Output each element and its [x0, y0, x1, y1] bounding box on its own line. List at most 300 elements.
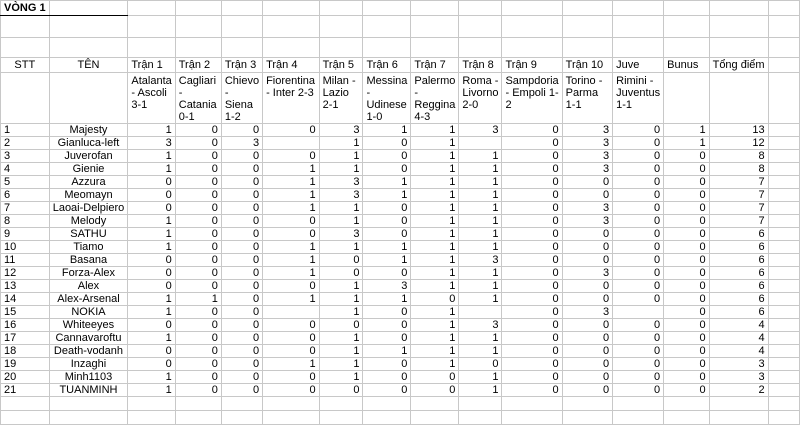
table-cell[interactable]: 0	[613, 345, 664, 358]
table-cell[interactable]: 0	[263, 384, 320, 397]
table-cell[interactable]: 1	[459, 293, 502, 306]
match-cell-14[interactable]	[664, 73, 709, 124]
table-cell[interactable]: 0	[562, 176, 612, 189]
player-name-cell[interactable]: TUANMINH	[49, 384, 128, 397]
cell[interactable]	[709, 411, 768, 425]
table-cell[interactable]: 1	[459, 176, 502, 189]
table-cell[interactable]: 0	[502, 202, 562, 215]
cell[interactable]	[175, 411, 221, 425]
table-cell[interactable]: 3	[319, 189, 363, 202]
cell[interactable]	[768, 345, 799, 358]
table-cell[interactable]: 3	[319, 124, 363, 137]
table-cell[interactable]: 16	[1, 319, 50, 332]
table-cell[interactable]: 1	[411, 202, 459, 215]
table-cell[interactable]: 0	[613, 267, 664, 280]
table-cell[interactable]: 0	[128, 267, 175, 280]
match-cell-12[interactable]: Torino - Parma 1-1	[562, 73, 612, 124]
cell[interactable]	[768, 254, 799, 267]
table-cell[interactable]: 0	[363, 202, 411, 215]
table-cell[interactable]: 7	[709, 202, 768, 215]
table-cell[interactable]: 0	[221, 267, 262, 280]
table-cell[interactable]: 0	[613, 319, 664, 332]
table-cell[interactable]: 6	[709, 254, 768, 267]
table-cell[interactable]: 1	[319, 332, 363, 345]
table-cell[interactable]: 3	[562, 124, 612, 137]
table-cell[interactable]: 0	[664, 345, 709, 358]
cell[interactable]	[263, 16, 320, 38]
cell[interactable]	[175, 16, 221, 38]
table-cell[interactable]: 7	[709, 189, 768, 202]
table-cell[interactable]: 0	[502, 189, 562, 202]
table-cell[interactable]: 0	[363, 267, 411, 280]
table-cell[interactable]: 1	[411, 137, 459, 150]
cell[interactable]	[613, 16, 664, 38]
table-cell[interactable]: 0	[562, 254, 612, 267]
table-cell[interactable]: 6	[709, 228, 768, 241]
cell[interactable]	[363, 411, 411, 425]
match-cell-6[interactable]: Fiorentina - Inter 2-3	[263, 73, 320, 124]
table-cell[interactable]: 0	[221, 345, 262, 358]
cell[interactable]	[768, 38, 799, 58]
table-cell[interactable]: 0	[128, 319, 175, 332]
table-cell[interactable]: 1	[411, 189, 459, 202]
cell[interactable]	[363, 1, 411, 16]
table-cell[interactable]: 5	[1, 176, 50, 189]
table-cell[interactable]: 0	[175, 371, 221, 384]
table-cell[interactable]: 3	[1, 150, 50, 163]
cell[interactable]	[502, 38, 562, 58]
table-cell[interactable]	[263, 137, 320, 150]
table-cell[interactable]: 3	[709, 358, 768, 371]
table-cell[interactable]: 0	[221, 384, 262, 397]
cell[interactable]	[411, 38, 459, 58]
table-cell[interactable]: 1	[363, 293, 411, 306]
table-cell[interactable]: 1	[263, 358, 320, 371]
table-cell[interactable]: 0	[363, 358, 411, 371]
cell[interactable]	[319, 397, 363, 411]
cell[interactable]	[459, 38, 502, 58]
table-cell[interactable]: 0	[319, 267, 363, 280]
column-header-15[interactable]: Tổng điểm	[709, 58, 768, 73]
table-cell[interactable]: 1	[363, 345, 411, 358]
match-cell-1[interactable]	[1, 73, 50, 124]
cell[interactable]	[1, 16, 50, 38]
column-header-11[interactable]: Trận 9	[502, 58, 562, 73]
table-cell[interactable]: 12	[709, 137, 768, 150]
table-cell[interactable]: 0	[363, 371, 411, 384]
table-cell[interactable]: 0	[221, 163, 262, 176]
table-cell[interactable]: 0	[613, 176, 664, 189]
table-cell[interactable]: 0	[502, 176, 562, 189]
table-cell[interactable]: 0	[502, 163, 562, 176]
table-cell[interactable]: 21	[1, 384, 50, 397]
table-cell[interactable]: 9	[1, 228, 50, 241]
table-cell[interactable]: 0	[613, 241, 664, 254]
table-cell[interactable]: 1	[319, 150, 363, 163]
cell[interactable]	[175, 397, 221, 411]
table-cell[interactable]: 0	[175, 345, 221, 358]
table-cell[interactable]: 7	[709, 215, 768, 228]
table-cell[interactable]: 3	[562, 137, 612, 150]
column-header-9[interactable]: Trận 7	[411, 58, 459, 73]
cell[interactable]	[319, 16, 363, 38]
cell[interactable]	[768, 215, 799, 228]
cell[interactable]	[768, 58, 799, 73]
cell[interactable]	[768, 228, 799, 241]
cell[interactable]	[664, 16, 709, 38]
table-cell[interactable]: 0	[502, 215, 562, 228]
table-cell[interactable]: 1	[263, 189, 320, 202]
column-header-12[interactable]: Trận 10	[562, 58, 612, 73]
player-name-cell[interactable]: Laoai-Delpiero	[49, 202, 128, 215]
table-cell[interactable]: 0	[664, 267, 709, 280]
table-cell[interactable]: 0	[263, 124, 320, 137]
table-cell[interactable]: 0	[502, 384, 562, 397]
table-cell[interactable]: 2	[1, 137, 50, 150]
cell[interactable]	[128, 38, 175, 58]
table-cell[interactable]: 0	[263, 150, 320, 163]
table-cell[interactable]: 0	[221, 332, 262, 345]
table-cell[interactable]: 0	[175, 254, 221, 267]
table-cell[interactable]: 1	[411, 358, 459, 371]
cell[interactable]	[319, 411, 363, 425]
table-cell[interactable]: 0	[664, 150, 709, 163]
player-name-cell[interactable]: Death-vodanh	[49, 345, 128, 358]
cell[interactable]	[768, 124, 799, 137]
table-cell[interactable]: 3	[562, 306, 612, 319]
cell[interactable]	[263, 38, 320, 58]
player-name-cell[interactable]: NOKIA	[49, 306, 128, 319]
player-name-cell[interactable]: Majesty	[49, 124, 128, 137]
table-cell[interactable]: 1	[411, 215, 459, 228]
cell[interactable]	[613, 397, 664, 411]
player-name-cell[interactable]: Meomayn	[49, 189, 128, 202]
table-cell[interactable]: 3	[459, 319, 502, 332]
table-cell[interactable]: 0	[175, 228, 221, 241]
table-cell[interactable]: 11	[1, 254, 50, 267]
table-cell[interactable]: 3	[459, 124, 502, 137]
table-cell[interactable]: 14	[1, 293, 50, 306]
cell[interactable]	[411, 397, 459, 411]
table-cell[interactable]: 0	[664, 228, 709, 241]
table-cell[interactable]: 1	[459, 215, 502, 228]
cell[interactable]	[128, 411, 175, 425]
match-cell-4[interactable]: Cagliari - Catania 0-1	[175, 73, 221, 124]
table-cell[interactable]: 0	[502, 306, 562, 319]
table-cell[interactable]: 0	[175, 176, 221, 189]
table-cell[interactable]: 0	[175, 163, 221, 176]
table-cell[interactable]: 0	[562, 358, 612, 371]
cell[interactable]	[768, 384, 799, 397]
table-cell[interactable]: 1	[263, 254, 320, 267]
table-cell[interactable]: 0	[175, 202, 221, 215]
table-cell[interactable]: 0	[221, 228, 262, 241]
table-cell[interactable]: 1	[128, 241, 175, 254]
player-name-cell[interactable]: Alex	[49, 280, 128, 293]
table-cell[interactable]: 0	[363, 332, 411, 345]
cell[interactable]	[768, 358, 799, 371]
table-cell[interactable]: 15	[1, 306, 50, 319]
cell[interactable]	[502, 1, 562, 16]
cell[interactable]	[49, 1, 128, 16]
table-cell[interactable]: 0	[664, 215, 709, 228]
cell[interactable]	[459, 16, 502, 38]
table-cell[interactable]: 1	[319, 345, 363, 358]
table-cell[interactable]: 0	[664, 306, 709, 319]
table-cell[interactable]: 4	[709, 332, 768, 345]
table-cell[interactable]: 13	[1, 280, 50, 293]
player-name-cell[interactable]: Alex-Arsenal	[49, 293, 128, 306]
match-cell-10[interactable]: Roma - Livorno 2-0	[459, 73, 502, 124]
cell[interactable]	[768, 176, 799, 189]
cell[interactable]	[459, 1, 502, 16]
table-cell[interactable]: 3	[128, 137, 175, 150]
table-cell[interactable]: 0	[175, 319, 221, 332]
cell[interactable]	[768, 293, 799, 306]
table-cell[interactable]: 1	[128, 306, 175, 319]
cell[interactable]	[221, 38, 262, 58]
table-cell[interactable]: 0	[221, 150, 262, 163]
table-cell[interactable]: 0	[128, 189, 175, 202]
table-cell[interactable]: 1	[459, 345, 502, 358]
table-cell[interactable]: 3	[319, 176, 363, 189]
table-cell[interactable]: 0	[613, 371, 664, 384]
table-cell[interactable]: 0	[221, 280, 262, 293]
cell[interactable]	[768, 189, 799, 202]
table-cell[interactable]: 0	[128, 345, 175, 358]
cell[interactable]	[768, 371, 799, 384]
table-cell[interactable]: 8	[709, 163, 768, 176]
table-cell[interactable]: 3	[562, 267, 612, 280]
table-cell[interactable]: 0	[363, 306, 411, 319]
cell[interactable]	[363, 38, 411, 58]
table-cell[interactable]: 3	[221, 137, 262, 150]
table-cell[interactable]: 0	[502, 293, 562, 306]
table-cell[interactable]: 3	[562, 163, 612, 176]
cell[interactable]	[613, 38, 664, 58]
cell[interactable]	[263, 1, 320, 16]
cell[interactable]	[613, 1, 664, 16]
cell[interactable]	[221, 397, 262, 411]
table-cell[interactable]: 0	[502, 137, 562, 150]
table-cell[interactable]: 1	[1, 124, 50, 137]
table-cell[interactable]: 0	[128, 254, 175, 267]
cell[interactable]	[1, 38, 50, 58]
table-cell[interactable]: 0	[502, 228, 562, 241]
table-cell[interactable]: 1	[363, 176, 411, 189]
table-cell[interactable]: 0	[613, 189, 664, 202]
table-cell[interactable]: 1	[319, 293, 363, 306]
table-cell[interactable]: 0	[613, 215, 664, 228]
cell[interactable]	[562, 397, 612, 411]
table-cell[interactable]: 1	[128, 124, 175, 137]
table-cell[interactable]: 20	[1, 371, 50, 384]
table-cell[interactable]: 4	[709, 345, 768, 358]
table-cell[interactable]: 1	[319, 280, 363, 293]
player-name-cell[interactable]: Inzaghi	[49, 358, 128, 371]
table-cell[interactable]: 0	[562, 228, 612, 241]
cell[interactable]	[319, 38, 363, 58]
table-cell[interactable]: 7	[709, 176, 768, 189]
table-cell[interactable]: 6	[709, 293, 768, 306]
table-cell[interactable]: 0	[319, 384, 363, 397]
table-cell[interactable]: 1	[319, 358, 363, 371]
table-cell[interactable]: 1	[411, 228, 459, 241]
cell[interactable]	[459, 397, 502, 411]
player-name-cell[interactable]: Gienie	[49, 163, 128, 176]
column-header-2[interactable]: TÊN	[49, 58, 128, 73]
table-cell[interactable]: 0	[562, 384, 612, 397]
table-cell[interactable]: 0	[613, 280, 664, 293]
table-cell[interactable]: 0	[664, 241, 709, 254]
table-cell[interactable]: 1	[363, 189, 411, 202]
table-cell[interactable]: 0	[175, 358, 221, 371]
table-cell[interactable]: 0	[128, 358, 175, 371]
table-cell[interactable]: 6	[709, 280, 768, 293]
cell[interactable]	[502, 397, 562, 411]
table-cell[interactable]: 0	[502, 345, 562, 358]
cell[interactable]	[502, 411, 562, 425]
table-cell[interactable]: 0	[613, 293, 664, 306]
cell[interactable]	[562, 1, 612, 16]
table-cell[interactable]: 6	[709, 306, 768, 319]
table-cell[interactable]: 1	[263, 241, 320, 254]
table-cell[interactable]: 1	[128, 332, 175, 345]
column-header-5[interactable]: Trận 3	[221, 58, 262, 73]
table-cell[interactable]: 1	[411, 267, 459, 280]
cell[interactable]	[1, 411, 50, 425]
cell[interactable]	[49, 16, 128, 38]
table-cell[interactable]: 10	[1, 241, 50, 254]
table-cell[interactable]: 0	[175, 267, 221, 280]
player-name-cell[interactable]: Azzura	[49, 176, 128, 189]
table-cell[interactable]: 12	[1, 267, 50, 280]
table-cell[interactable]: 0	[319, 254, 363, 267]
cell[interactable]	[768, 280, 799, 293]
table-cell[interactable]: 6	[709, 267, 768, 280]
table-cell[interactable]: 0	[411, 293, 459, 306]
column-header-14[interactable]: Bunus	[664, 58, 709, 73]
cell[interactable]	[664, 411, 709, 425]
player-name-cell[interactable]: Tiamo	[49, 241, 128, 254]
cell[interactable]	[221, 411, 262, 425]
cell[interactable]	[768, 163, 799, 176]
column-header-10[interactable]: Trận 8	[459, 58, 502, 73]
table-cell[interactable]: 1	[411, 254, 459, 267]
table-cell[interactable]: 1	[459, 267, 502, 280]
column-header-13[interactable]: Juve	[613, 58, 664, 73]
cell[interactable]	[562, 411, 612, 425]
table-cell[interactable]: 0	[664, 319, 709, 332]
table-cell[interactable]: 7	[1, 202, 50, 215]
table-cell[interactable]: 0	[263, 319, 320, 332]
player-name-cell[interactable]: Juverofan	[49, 150, 128, 163]
table-cell[interactable]: 1	[459, 332, 502, 345]
table-cell[interactable]: 1	[263, 293, 320, 306]
table-cell[interactable]: 0	[175, 280, 221, 293]
table-cell[interactable]: 0	[221, 215, 262, 228]
table-cell[interactable]: 0	[664, 163, 709, 176]
table-cell[interactable]: 0	[363, 137, 411, 150]
table-cell[interactable]: 2	[709, 384, 768, 397]
table-cell[interactable]: 1	[411, 280, 459, 293]
table-cell[interactable]: 6	[1, 189, 50, 202]
table-cell[interactable]: 0	[221, 371, 262, 384]
match-cell-3[interactable]: Atalanta - Ascoli 3-1	[128, 73, 175, 124]
table-cell[interactable]: 1	[319, 202, 363, 215]
table-cell[interactable]: 0	[319, 319, 363, 332]
cell[interactable]	[709, 1, 768, 16]
cell[interactable]	[459, 411, 502, 425]
table-cell[interactable]: 1	[363, 124, 411, 137]
table-cell[interactable]: 0	[363, 319, 411, 332]
cell[interactable]	[664, 38, 709, 58]
table-cell[interactable]: 1	[411, 306, 459, 319]
table-cell[interactable]: 3	[459, 254, 502, 267]
cell[interactable]	[768, 267, 799, 280]
cell[interactable]	[175, 1, 221, 16]
table-cell[interactable]: 19	[1, 358, 50, 371]
table-cell[interactable]: 0	[613, 124, 664, 137]
table-cell[interactable]: 0	[363, 215, 411, 228]
cell[interactable]	[49, 397, 128, 411]
table-cell[interactable]: 1	[411, 241, 459, 254]
player-name-cell[interactable]: Whiteeyes	[49, 319, 128, 332]
cell[interactable]	[221, 16, 262, 38]
table-cell[interactable]: 0	[562, 319, 612, 332]
table-cell[interactable]: 1	[319, 371, 363, 384]
cell[interactable]	[768, 397, 799, 411]
table-cell[interactable]: 1	[319, 306, 363, 319]
match-cell-8[interactable]: Messina - Udinese 1-0	[363, 73, 411, 124]
table-cell[interactable]: 1	[459, 163, 502, 176]
cell[interactable]	[411, 16, 459, 38]
table-cell[interactable]: 1	[411, 176, 459, 189]
cell[interactable]	[128, 16, 175, 38]
table-cell[interactable]: 0	[263, 345, 320, 358]
table-cell[interactable]: 0	[221, 124, 262, 137]
table-cell[interactable]: 0	[664, 332, 709, 345]
table-cell[interactable]: 1	[459, 228, 502, 241]
table-cell[interactable]: 0	[613, 332, 664, 345]
table-cell[interactable]: 0	[175, 241, 221, 254]
cell[interactable]	[175, 38, 221, 58]
match-cell-5[interactable]: Chievo - Siena 1-2	[221, 73, 262, 124]
cell[interactable]	[768, 319, 799, 332]
table-cell[interactable]: 1	[459, 371, 502, 384]
table-cell[interactable]: 0	[502, 332, 562, 345]
column-header-8[interactable]: Trận 6	[363, 58, 411, 73]
table-cell[interactable]: 3	[709, 371, 768, 384]
table-cell[interactable]: 0	[502, 124, 562, 137]
cell[interactable]	[768, 332, 799, 345]
table-cell[interactable]: 0	[128, 176, 175, 189]
table-cell[interactable]: 1	[128, 371, 175, 384]
table-cell[interactable]: 1	[263, 163, 320, 176]
table-cell[interactable]: 0	[664, 189, 709, 202]
table-cell[interactable]: 0	[221, 358, 262, 371]
match-cell-15[interactable]	[709, 73, 768, 124]
cell[interactable]	[768, 1, 799, 16]
table-cell[interactable]: 1	[459, 189, 502, 202]
cell[interactable]	[709, 16, 768, 38]
table-cell[interactable]: 0	[502, 319, 562, 332]
table-cell[interactable]: 1	[128, 150, 175, 163]
player-name-cell[interactable]: Gianluca-left	[49, 137, 128, 150]
table-cell[interactable]: 1	[411, 319, 459, 332]
table-cell[interactable]: 0	[562, 189, 612, 202]
table-cell[interactable]: 1	[263, 176, 320, 189]
